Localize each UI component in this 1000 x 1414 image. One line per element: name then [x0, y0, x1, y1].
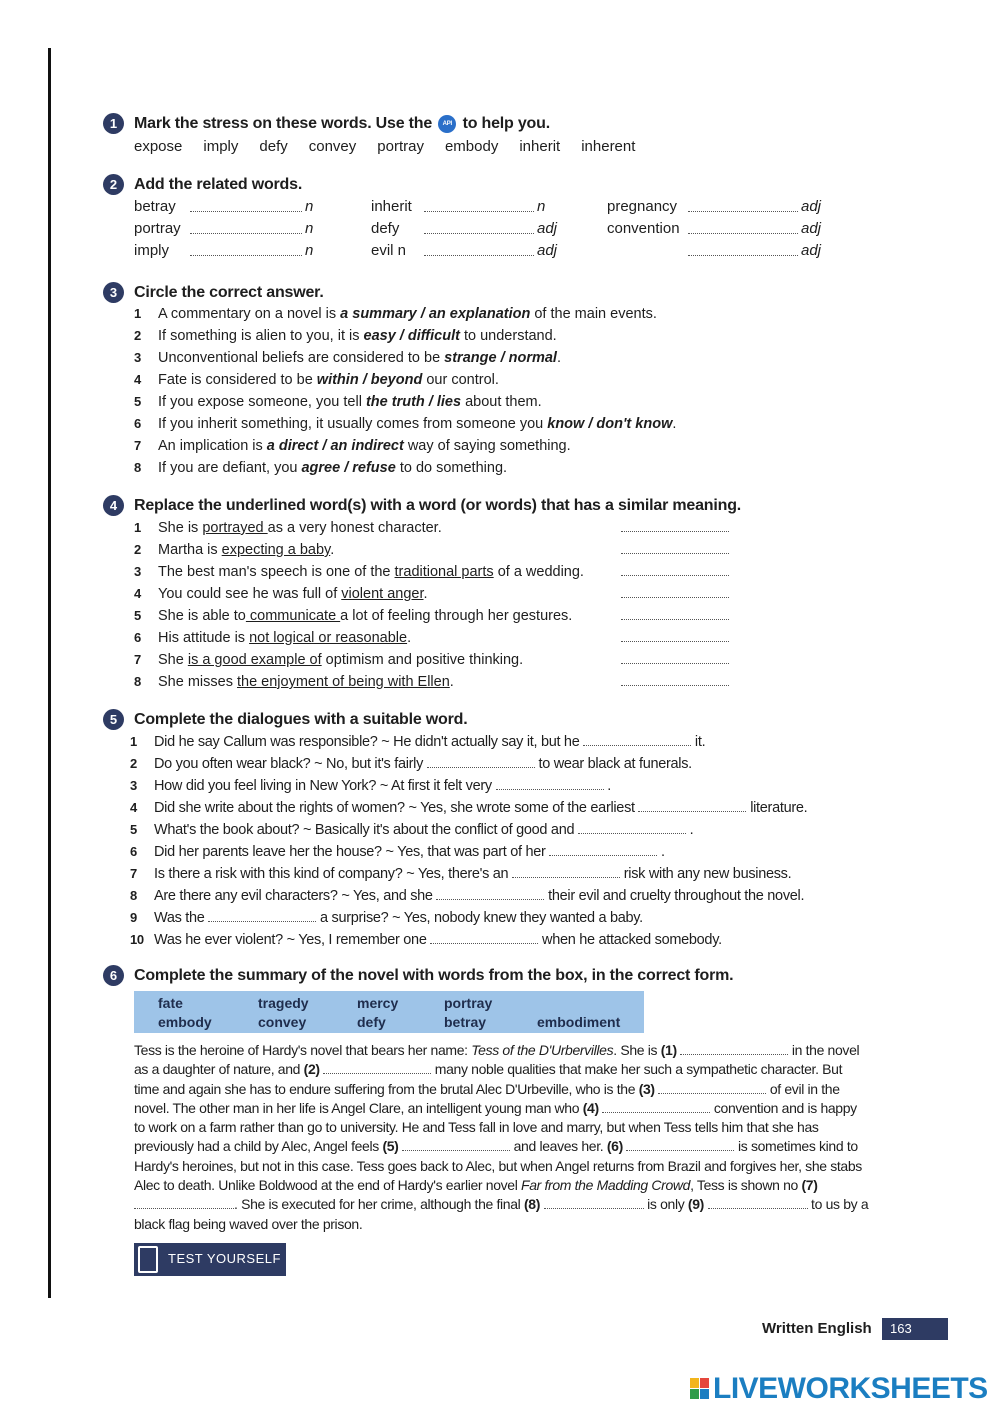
related-word-row: [371, 220, 601, 242]
list-item: 3 How did you feel living in New York? ~ At first it felt very .: [130, 778, 612, 794]
list-item: 4 Fate is considered to be within / beyond our control.: [134, 372, 499, 388]
answer-blank[interactable]: [134, 1196, 234, 1209]
answer-blank[interactable]: [323, 1061, 431, 1074]
base-word: evil n: [371, 242, 407, 259]
answer-choice[interactable]: agree / refuse: [301, 460, 396, 476]
list-item: 8 Are there any evil characters? ~ Yes, and she their evil and cruelty throughout the novel.: [130, 888, 805, 904]
word-list: [134, 138, 656, 155]
answer-blank[interactable]: [424, 211, 534, 212]
answer-blank[interactable]: [621, 575, 729, 576]
exercise-6: [103, 965, 873, 991]
word[interactable]: imply: [203, 138, 239, 155]
answer-blank[interactable]: [430, 931, 538, 944]
base-word: portray: [134, 220, 181, 237]
test-yourself-label: TEST YOURSELF: [168, 1251, 281, 1266]
exercise-instruction: Complete the dialogues with a suitable word.: [134, 711, 468, 728]
word-box: [134, 991, 644, 1033]
exercise-2: [103, 174, 873, 264]
exercise-4: [103, 495, 873, 695]
question-list: [130, 731, 807, 951]
list-item: 7 She is a good example of optimism and positive thinking.: [134, 649, 874, 671]
question-list: [134, 303, 676, 479]
exercise-number-badge: 1: [103, 113, 124, 134]
answer-blank[interactable]: [208, 909, 316, 922]
list-item: 5 She is able to communicate a lot of feeling through her gestures.: [134, 605, 874, 627]
list-item: 6 Did her parents leave her the house? ~ Yes, that was part of her .: [130, 844, 665, 860]
part-of-speech: n: [305, 220, 314, 237]
answer-choice[interactable]: easy / difficult: [363, 328, 460, 344]
list-item: 6 If you inherit something, it usually comes from someone you know / don't know.: [134, 416, 677, 432]
answer-blank[interactable]: [496, 777, 604, 790]
list-item: 5 If you expose someone, you tell the truth / lies about them.: [134, 394, 542, 410]
answer-blank[interactable]: [688, 233, 798, 234]
base-word: defy: [371, 220, 400, 237]
answer-blank[interactable]: [402, 1138, 510, 1151]
api-icon: API: [438, 115, 456, 133]
part-of-speech: n: [305, 198, 314, 215]
word[interactable]: portray: [377, 138, 424, 155]
answer-choice[interactable]: within / beyond: [316, 372, 423, 388]
list-item: 2 Martha is expecting a baby.: [134, 539, 874, 561]
word[interactable]: inherent: [581, 138, 636, 155]
margin-line: [48, 48, 51, 1298]
exercise-5: [103, 709, 893, 954]
related-word-row: [607, 242, 847, 264]
answer-choice[interactable]: a summary / an explanation: [340, 306, 531, 322]
part-of-speech: adj: [537, 220, 558, 237]
box-word: convey: [258, 1014, 307, 1030]
answer-blank[interactable]: [424, 233, 534, 234]
list-item: 1 Did he say Callum was responsible? ~ He didn't actually say it, but he it.: [130, 734, 706, 750]
part-of-speech: adj: [801, 198, 822, 215]
test-yourself-button[interactable]: [134, 1243, 286, 1276]
related-word-row: [134, 198, 364, 220]
word[interactable]: embody: [444, 138, 499, 155]
notebook-icon: [138, 1246, 158, 1273]
list-item: 2 Do you often wear black? ~ No, but it's fairly to wear black at funerals.: [130, 756, 692, 772]
list-item: 7 Is there a risk with this kind of company? ~ Yes, there's an risk with any new business.: [130, 866, 792, 882]
part-of-speech: adj: [801, 242, 822, 259]
answer-blank[interactable]: [424, 255, 534, 256]
related-word-row: [371, 242, 601, 264]
answer-choice[interactable]: strange / normal: [444, 350, 557, 366]
box-word: defy: [357, 1014, 386, 1030]
summary-paragraph: Tess is the heroine of Hardy's novel that bears her name: Tess of the D'Urbervilles. She is (1) in the novel as a daughter of nature, and (2) many noble qualities that make her such a sympathetic character. But time and again she has to endure suffering from the brutal Alec D'Urbeville, who is the (3) of evil in the novel. The other man in her life is Angel Clare, an intelligent young man who (4) convention and is happy to work on a farm rather than go to university. He and Tess fall in love and marry, but when Tess tells him that she has previously had a child by Alec, Angel feels (5) and leaves her. (6) is sometimes kind to Hardy's heroines, but not in this case. Tess goes back to Alec, but when Angel returns from Brazil and forgives her, she stabs Alec to death. Unlike Boldwood at the end of Hardy's earlier novel Far from the Madding Crowd, Tess is shown no (7) . She is executed for her crime, although the final (8) is only (9) to us by a black flag being waved over the prison.: [134, 1042, 869, 1232]
box-word: fate: [158, 995, 183, 1011]
answer-blank[interactable]: [621, 685, 729, 686]
answer-blank[interactable]: [544, 1196, 644, 1209]
answer-blank[interactable]: [621, 597, 729, 598]
page-number: 163: [882, 1318, 948, 1340]
exercise-instruction: Replace the underlined word(s) with a word (or words) that has a similar meaning.: [134, 497, 742, 514]
answer-blank[interactable]: [583, 733, 691, 746]
section-title: Written English: [762, 1320, 872, 1337]
exercise-number-badge: 3: [103, 282, 124, 303]
related-word-row: [607, 220, 847, 242]
list-item: 9 Was the a surprise? ~ Yes, nobody knew they wanted a baby.: [130, 910, 643, 926]
related-word-row: [371, 198, 601, 220]
exercise-number-badge: 4: [103, 495, 124, 516]
list-item: 1 A commentary on a novel is a summary / an explanation of the main events.: [134, 306, 657, 322]
question-list: [134, 517, 874, 693]
answer-blank[interactable]: [549, 843, 657, 856]
exercise-number-badge: 5: [103, 709, 124, 730]
answer-blank[interactable]: [578, 821, 686, 834]
related-word-row: [134, 242, 364, 264]
word[interactable]: expose: [134, 138, 183, 155]
part-of-speech: adj: [801, 220, 822, 237]
answer-blank[interactable]: [621, 663, 729, 664]
box-word: mercy: [357, 995, 399, 1011]
box-word: portray: [444, 995, 493, 1011]
exercise-3: [103, 282, 873, 482]
related-word-row: [134, 220, 364, 242]
base-word: inherit: [371, 198, 412, 215]
list-item: 7 An implication is a direct / an indirect way of saying something.: [134, 438, 571, 454]
liveworksheets-logo-icon: [690, 1378, 710, 1400]
answer-blank[interactable]: [621, 641, 729, 642]
list-item: 3 The best man's speech is one of the traditional parts of a wedding.: [134, 561, 874, 583]
answer-blank[interactable]: [190, 233, 302, 234]
list-item: 8 If you are defiant, you agree / refuse to do something.: [134, 460, 508, 476]
word[interactable]: defy: [259, 138, 288, 155]
part-of-speech: n: [305, 242, 314, 259]
answer-choice[interactable]: know / don't know: [547, 416, 673, 432]
list-item: 1 She is portrayed as a very honest character.: [134, 517, 874, 539]
answer-choice[interactable]: the truth / lies: [365, 394, 462, 410]
answer-blank[interactable]: [621, 619, 729, 620]
list-item: 4 Did she write about the rights of women? ~ Yes, she wrote some of the earliest literature.: [130, 800, 808, 816]
list-item: 6 His attitude is not logical or reasonable.: [134, 627, 874, 649]
box-word: embodiment: [537, 1014, 621, 1030]
word[interactable]: inherit: [519, 138, 561, 155]
answer-blank[interactable]: [621, 553, 729, 554]
exercise-number-badge: 6: [103, 965, 124, 986]
related-word-row: [607, 198, 847, 220]
answer-blank[interactable]: [512, 865, 620, 878]
book-title: Tess of the D'Urbervilles: [471, 1042, 614, 1058]
answer-blank[interactable]: [658, 1081, 766, 1094]
answer-blank[interactable]: [708, 1196, 808, 1209]
answer-blank[interactable]: [688, 255, 798, 256]
exercise-instruction: Circle the correct answer.: [134, 284, 324, 301]
box-word: embody: [158, 1014, 212, 1030]
part-of-speech: adj: [537, 242, 558, 259]
base-word: betray: [134, 198, 176, 215]
part-of-speech: n: [537, 198, 546, 215]
list-item: 3 Unconventional beliefs are considered to be strange / normal.: [134, 350, 561, 366]
liveworksheets-wordmark: LIVEWORKSHEETS: [713, 1372, 988, 1405]
base-word: imply: [134, 242, 170, 259]
exercise-instruction: Mark the stress on these words. Use the API to help you.: [134, 115, 550, 132]
word[interactable]: convey: [308, 138, 357, 155]
list-item: 10 Was he ever violent? ~ Yes, I remember one when he attacked somebody.: [130, 932, 722, 948]
answer-blank[interactable]: [680, 1042, 788, 1055]
list-item: 8 She misses the enjoyment of being with Ellen.: [134, 671, 874, 693]
exercise-number-badge: 2: [103, 174, 124, 195]
base-word: pregnancy: [607, 198, 678, 215]
list-item: 5 What's the book about? ~ Basically it's about the conflict of good and .: [130, 822, 694, 838]
box-word: betray: [444, 1014, 487, 1030]
answer-blank[interactable]: [688, 211, 798, 212]
answer-blank[interactable]: [190, 211, 302, 212]
answer-blank[interactable]: [427, 755, 535, 768]
base-word: convention: [607, 220, 680, 237]
answer-blank[interactable]: [621, 531, 729, 532]
answer-blank[interactable]: [638, 799, 746, 812]
exercise-instruction: Add the related words.: [134, 176, 303, 193]
liveworksheets-brand: [690, 1372, 988, 1406]
answer-choice[interactable]: a direct / an indirect: [266, 438, 404, 454]
answer-blank[interactable]: [190, 255, 302, 256]
answer-blank[interactable]: [602, 1100, 710, 1113]
answer-blank[interactable]: [436, 887, 544, 900]
answer-blank[interactable]: [626, 1138, 734, 1151]
box-word: tragedy: [258, 995, 309, 1011]
list-item: 2 If something is alien to you, it is easy / difficult to understand.: [134, 328, 557, 344]
book-title: Far from the Madding Crowd: [521, 1177, 691, 1194]
list-item: 4 You could see he was full of violent anger.: [134, 583, 874, 605]
exercise-1: [103, 113, 873, 163]
exercise-instruction: Complete the summary of the novel with words from the box, in the correct form.: [134, 967, 734, 984]
